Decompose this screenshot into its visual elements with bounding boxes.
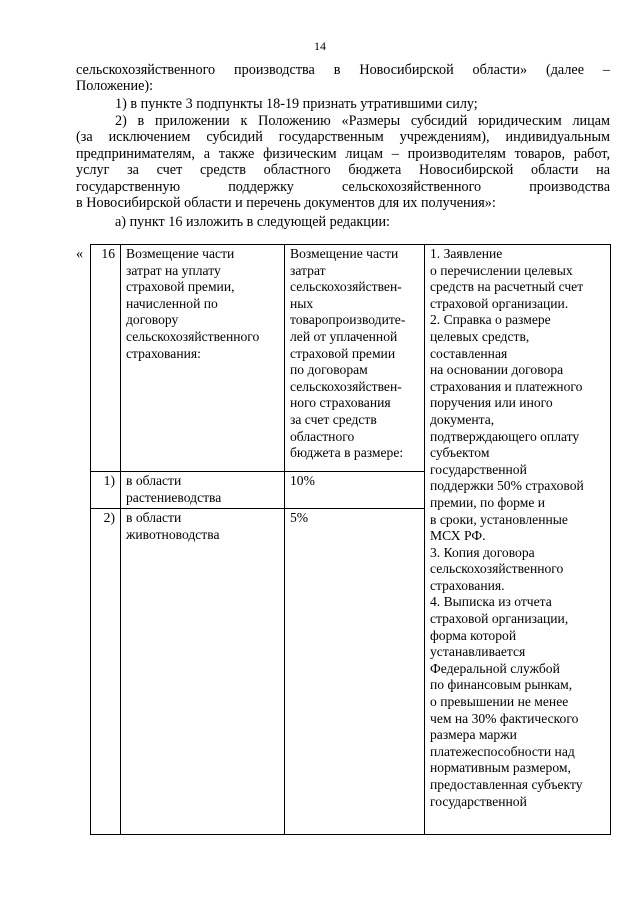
documents-line-19: 3. Копия договора xyxy=(430,544,535,560)
table-row-16 xyxy=(91,245,611,472)
documents-line-12: подтверждающего оплату xyxy=(430,428,580,444)
item-2-line-5: государственную поддержку сельскохозяйственного производства xyxy=(76,178,610,195)
documents-line-13: субъектом xyxy=(430,445,490,461)
intro-line-1: сельскохозяйственного производства в Новосибирской области» (далее – xyxy=(76,62,610,78)
subsidy-table xyxy=(90,244,611,835)
compensation-line-1: Возмещение части xyxy=(290,246,399,261)
compensation-line-6: лей от уплаченной xyxy=(290,328,398,344)
documents-line-22: 4. Выписка из отчета xyxy=(430,594,552,610)
sub-row-1-area xyxy=(121,472,285,509)
required-documents-cell xyxy=(425,245,611,835)
item-2-line-2: (за исключением субсидий государственным учреждениям), индивидуальным xyxy=(76,129,610,146)
compensation-line-11: за счет средств xyxy=(290,411,377,427)
sub-row-2-area-line-2: животноводства xyxy=(126,526,220,542)
documents-line-9: страхования и платежного xyxy=(430,378,583,394)
documents-line-32: нормативным размером, xyxy=(430,760,571,776)
compensation-line-13: бюджета в размере: xyxy=(290,445,404,461)
compensation-line-9: сельскохозяйствен- xyxy=(290,378,402,394)
item-2-paragraph xyxy=(76,113,610,211)
documents-line-8: на основании договора xyxy=(430,362,564,378)
documents-line-27: по финансовым рынкам, xyxy=(430,677,573,693)
intro-paragraph xyxy=(76,62,610,95)
sub-row-2-rate: 5% xyxy=(285,509,425,835)
documents-line-3: средств на расчетный счет xyxy=(430,279,584,295)
page-number: 14 xyxy=(314,39,326,53)
documents-line-33: предоставленная субъекту xyxy=(430,777,583,792)
documents-line-20: сельскохозяйственного xyxy=(430,561,564,577)
expense-line-7: страхования: xyxy=(126,345,201,361)
compensation-line-10: ного страхования xyxy=(290,395,391,411)
documents-line-34: государственной xyxy=(430,793,527,809)
expense-description-cell xyxy=(121,245,285,472)
sub-row-2-area-line-1: в области xyxy=(126,510,182,526)
documents-line-16: премии, по форме и xyxy=(430,494,546,510)
compensation-line-5: товаропроизводите- xyxy=(290,312,406,328)
compensation-line-12: областного xyxy=(290,428,355,444)
documents-line-6: целевых средств, xyxy=(430,328,530,344)
documents-line-28: о превышении не менее xyxy=(430,694,569,710)
documents-line-18: МСХ РФ. xyxy=(430,528,486,544)
sub-row-number-2: 2) xyxy=(91,509,121,835)
documents-line-23: страховой организации, xyxy=(430,611,569,627)
documents-line-5: 2. Справка о размере xyxy=(430,312,551,328)
expense-line-3: страховой премии, xyxy=(126,279,235,295)
opening-quote-mark: « xyxy=(76,246,84,262)
sub-row-1-area-line-1: в области xyxy=(126,473,182,488)
item-a-text: а) пункт 16 изложить в следующей редакции: xyxy=(115,214,390,230)
documents-line-4: страховой организации. xyxy=(430,295,569,311)
item-2-line-3: предпринимателям, а также физическим лицам – производителям товаров, работ, xyxy=(76,145,610,162)
documents-line-2: о перечислении целевых xyxy=(430,262,573,278)
documents-line-15: поддержки 50% страховой xyxy=(430,478,584,494)
sub-row-2-area xyxy=(121,509,285,835)
documents-line-11: документа, xyxy=(430,411,495,427)
compensation-line-4: ных xyxy=(290,295,314,311)
documents-line-26: Федеральной службой xyxy=(430,660,560,676)
documents-line-14: государственной xyxy=(430,461,527,477)
documents-line-29: чем на 30% фактического xyxy=(430,710,579,726)
documents-line-24: форма которой xyxy=(430,627,517,643)
documents-line-17: в сроки, установленные xyxy=(430,511,568,527)
expense-line-4: начисленной по xyxy=(126,295,218,311)
item-2-line-6: в Новосибирской области и перечень документов для их получения»: xyxy=(76,195,496,212)
sub-row-1-rate: 10% xyxy=(285,472,425,509)
item-1-paragraph xyxy=(76,96,610,112)
compensation-description-cell xyxy=(285,245,425,472)
compensation-line-8: по договорам xyxy=(290,362,368,378)
item-2-line-4: услуг за счет средств областного бюджета Новосибирской области на xyxy=(76,162,610,179)
item-a-paragraph xyxy=(76,214,610,230)
expense-line-1: Возмещение части xyxy=(126,246,235,261)
expense-line-2: затрат на уплату xyxy=(126,262,221,278)
row-number-16: 16 xyxy=(91,245,121,472)
documents-line-7: составленная xyxy=(430,345,508,361)
documents-line-21: страхования. xyxy=(430,577,505,593)
compensation-line-7: страховой премии xyxy=(290,345,396,361)
documents-line-25: устанавливается xyxy=(430,644,526,660)
expense-line-6: сельскохозяйственного xyxy=(126,328,260,344)
sub-row-number-1: 1) xyxy=(91,472,121,509)
compensation-line-2: затрат xyxy=(290,262,326,278)
documents-line-30: размера маржи xyxy=(430,727,517,743)
sub-row-1-area-line-2: растениеводства xyxy=(126,489,222,505)
intro-line-2: Положение): xyxy=(76,78,154,95)
expense-line-5: договору xyxy=(126,312,179,328)
item-1-text: 1) в пункте 3 подпункты 18-19 признать утратившими силу; xyxy=(115,96,478,112)
item-2-line-1: 2) в приложении к Положению «Размеры субсидий юридическим лицам xyxy=(115,113,610,129)
documents-line-1: 1. Заявление xyxy=(430,246,503,261)
compensation-line-3: сельскохозяйствен- xyxy=(290,279,402,295)
documents-line-31: платежеспособности над xyxy=(430,743,575,759)
documents-line-10: поручения или иного xyxy=(430,395,553,411)
